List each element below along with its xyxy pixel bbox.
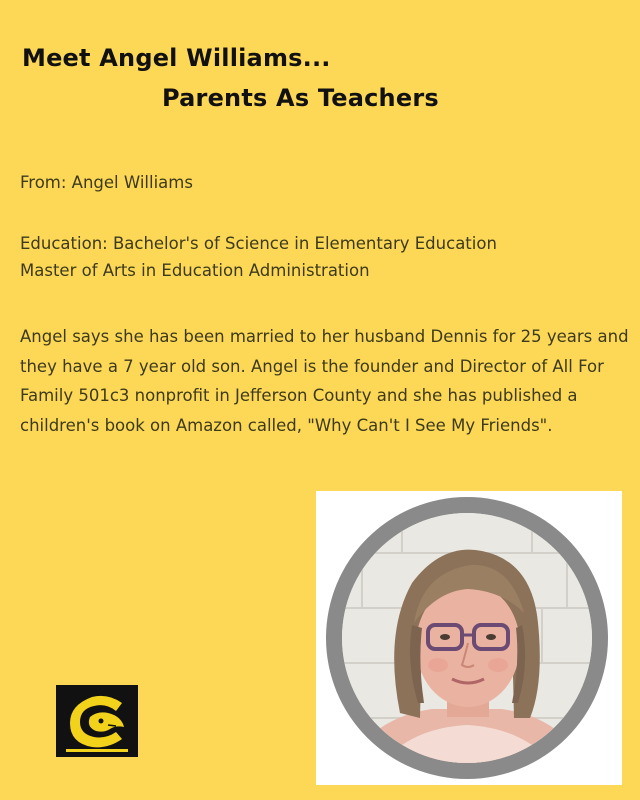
page-title-line1: Meet Angel Williams... [22, 44, 331, 72]
bio-paragraph: Angel says she has been married to her husband Dennis for 25 years and they have a 7 year old son. Angel is the founder and Director of All For Family 501c3 nonprofit in Jefferson County and she has published a children's book on Amazon called, "Why Can't I See My Friends". [20, 327, 629, 435]
from-text: From: Angel Williams [20, 173, 193, 192]
photo-frame [316, 491, 622, 785]
education-line2: Master of Arts in Education Administration [20, 261, 370, 280]
portrait-photo [342, 513, 592, 763]
portrait-illustration [342, 513, 592, 763]
paw-c-logo-icon [56, 685, 138, 757]
education-line1: Education: Bachelor's of Science in Elementary Education [20, 234, 497, 253]
page-title-line2: Parents As Teachers [162, 84, 439, 112]
photo-ring [326, 497, 608, 779]
